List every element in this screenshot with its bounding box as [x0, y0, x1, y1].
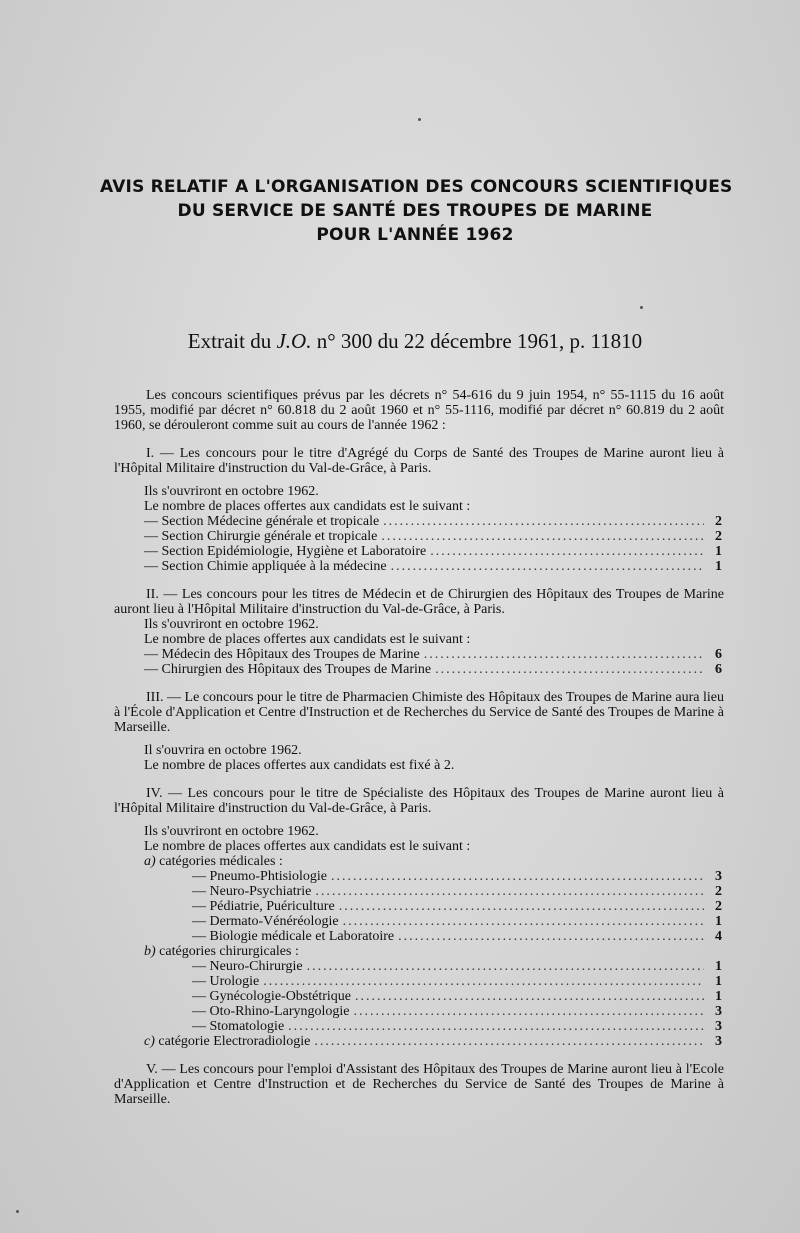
list-item: — Pédiatrie, Puériculture ..... 2 — [114, 899, 724, 914]
list-item: — Neuro-Chirurgie ..... 1 — [114, 959, 724, 974]
source-journal: J.O. — [276, 329, 312, 353]
list-item: — Urologie ..... 1 — [114, 974, 724, 989]
list-item: — Stomatologie ..... 3 — [114, 1019, 724, 1034]
document-body — [114, 388, 724, 1107]
intro-paragraph: Les concours scientifiques prévus par les décrets n° 54-616 du 9 juin 1954, n° 55-1115 du 16 août 1955, modifié par décret n° 60.818 du 2 août 1960 et n° 55-1116, modifié par décret n° 60.819 du 2 août 1960, se dérouleront comme suit au cours de l'année 1962 : — [114, 388, 724, 433]
list-item: — Section Chirurgie générale et tropicale ..... 2 — [114, 529, 724, 544]
section-2-text: II. — Les concours pour les titres de Médecin et de Chirurgien des Hôpitaux des Troupes de Marine auront lieu à l'Hôpital Militaire d'instruction du Val-de-Grâce, à Paris. — [114, 587, 724, 617]
document-title — [100, 175, 733, 247]
section-1-places: Le nombre de places offertes aux candidats est le suivant : — [144, 499, 471, 514]
print-speck — [640, 306, 643, 309]
title-line-1: AVIS RELATIF A L'ORGANISATION DES CONCOURS SCIENTIFIQUES — [100, 177, 733, 197]
list-item: — Médecin des Hôpitaux des Troupes de Marine ..... 6 — [114, 647, 724, 662]
list-item: — Biologie médicale et Laboratoire ..... 4 — [114, 929, 724, 944]
section-4-text: IV. — Les concours pour le titre de Spécialiste des Hôpitaux des Troupes de Marine auront lieu à l'Hôpital Militaire d'instruction du Val-de-Grâce, à Paris. — [114, 786, 724, 816]
section-3-places: Le nombre de places offertes aux candidats est fixé à 2. — [144, 758, 455, 773]
list-item: — Section Epidémiologie, Hygiène et Laboratoire ..... 1 — [114, 544, 724, 559]
section-1 — [114, 446, 724, 574]
list-item: — Gynécologie-Obstétrique ..... 1 — [114, 989, 724, 1004]
list-item: — Section Chimie appliquée à la médecine ..... 1 — [114, 559, 724, 574]
title-line-2: DU SERVICE DE SANTÉ DES TROUPES DE MARINE — [177, 201, 653, 221]
section-1-text: I. — Les concours pour le titre d'Agrégé du Corps de Santé des Troupes de Marine auront lieu à l'Hôpital Militaire d'instruction du Val-de-Grâce, à Paris. — [114, 446, 724, 476]
category-b-heading: b) catégories chirurgicales : — [144, 944, 299, 959]
section-4-places: Le nombre de places offertes aux candidats est le suivant : — [144, 839, 471, 854]
section-3-opening: Il s'ouvrira en octobre 1962. — [144, 743, 302, 758]
list-item: — Dermato-Vénéréologie ..... 1 — [114, 914, 724, 929]
source-reference — [100, 328, 730, 354]
source-details: n° 300 du 22 décembre 1961, p. 11810 — [311, 329, 643, 353]
section-3-text: III. — Le concours pour le titre de Pharmacien Chimiste des Hôpitaux des Troupes de Marine aura lieu à l'École d'Application et Centre d'Instruction et de Recherches du Service de Santé des Troupes de Marine à Marseille. — [114, 690, 724, 735]
source-prefix: Extrait du — [187, 329, 277, 353]
print-speck — [418, 118, 421, 121]
section-5 — [114, 1062, 724, 1107]
category-a-heading: a) catégories médicales : — [144, 854, 283, 869]
section-4 — [114, 786, 724, 1049]
list-item: — Neuro-Psychiatrie ..... 2 — [114, 884, 724, 899]
section-2 — [114, 587, 724, 677]
section-5-text: V. — Les concours pour l'emploi d'Assistant des Hôpitaux des Troupes de Marine auront lieu à l'Ecole d'Application et Centre d'Instruction et de Recherches du Service de Santé des Troupes de Marine à Marseille. — [114, 1062, 724, 1107]
print-speck — [16, 1210, 19, 1213]
section-1-opening: Ils s'ouvriront en octobre 1962. — [144, 484, 319, 499]
section-3 — [114, 690, 724, 773]
section-2-opening: Ils s'ouvriront en octobre 1962. — [144, 617, 319, 632]
section-2-places: Le nombre de places offertes aux candidats est le suivant : — [144, 632, 471, 647]
list-item: — Pneumo-Phtisiologie ..... 3 — [114, 869, 724, 884]
category-c-row: c) catégorie Electroradiologie ..... 3 — [114, 1034, 724, 1049]
list-item: — Oto-Rhino-Laryngologie ..... 3 — [114, 1004, 724, 1019]
title-line-3: POUR L'ANNÉE 1962 — [316, 225, 514, 245]
list-item: — Section Médecine générale et tropicale ..... 2 — [114, 514, 724, 529]
section-4-opening: Ils s'ouvriront en octobre 1962. — [144, 824, 319, 839]
list-item: — Chirurgien des Hôpitaux des Troupes de Marine ..... 6 — [114, 662, 724, 677]
